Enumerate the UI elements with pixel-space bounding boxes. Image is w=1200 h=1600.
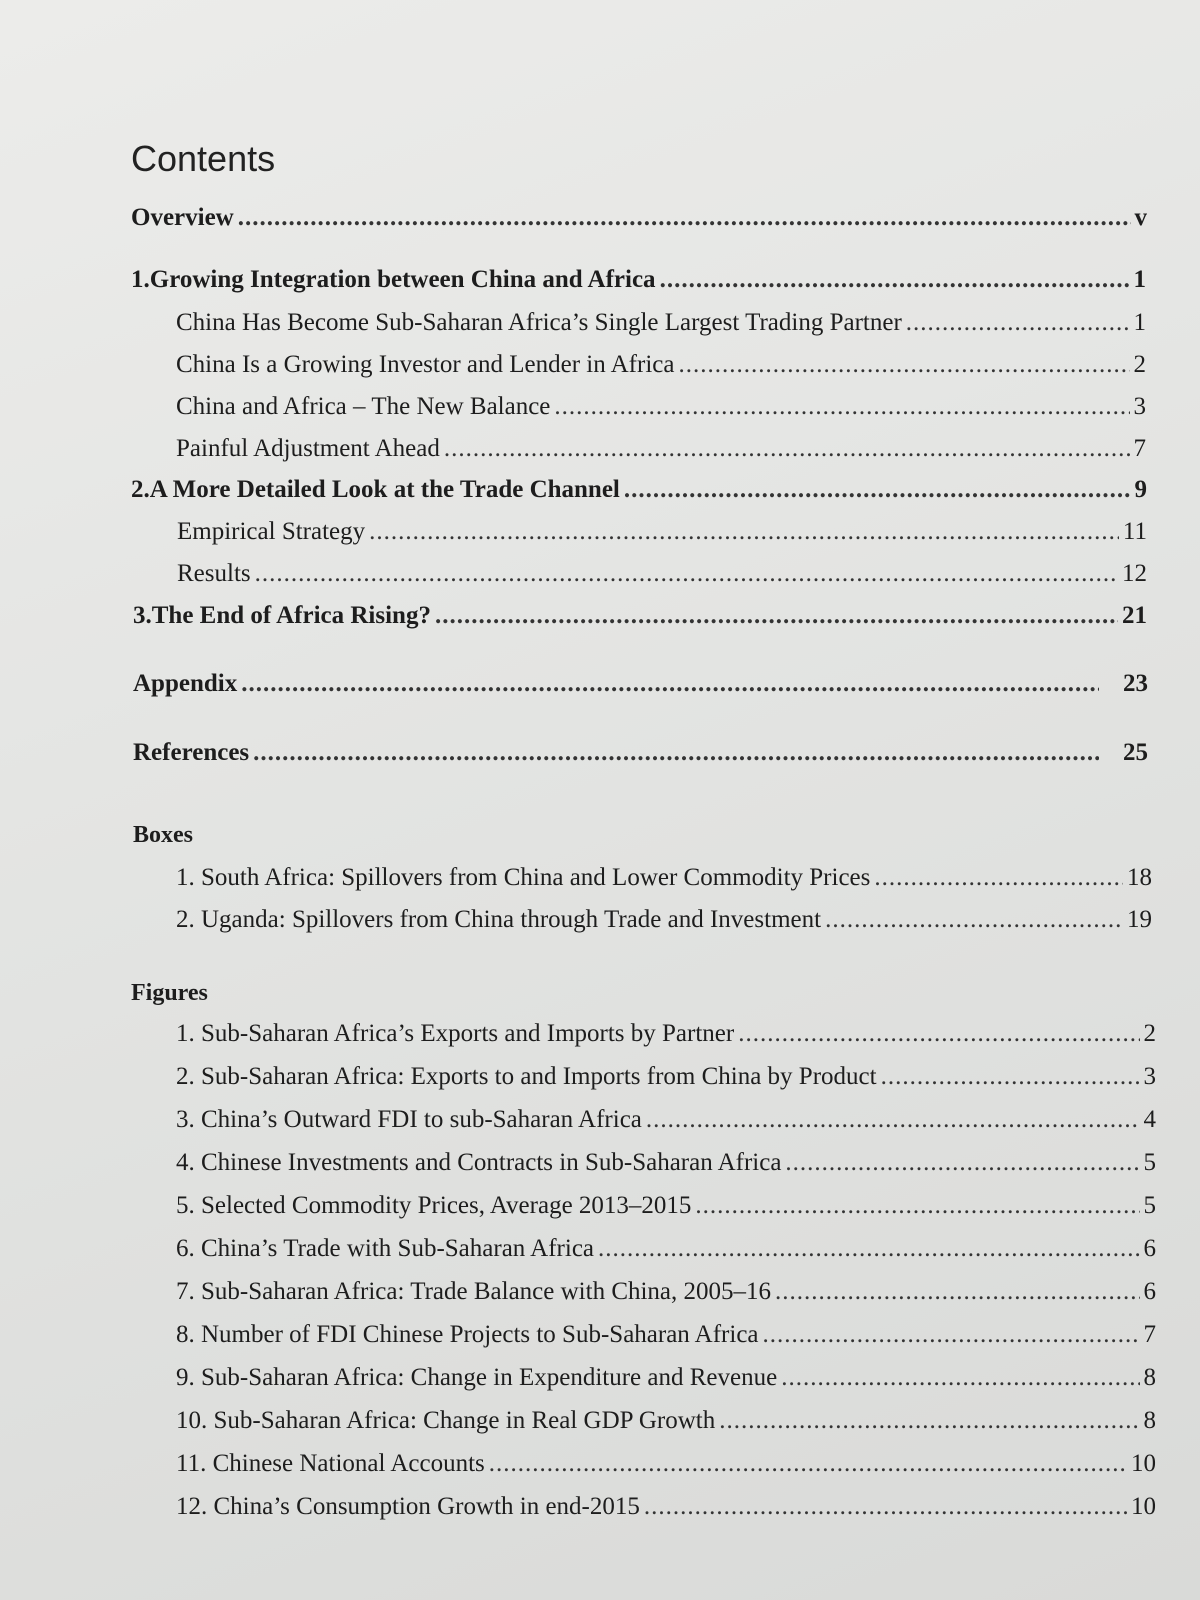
toc-figure-item[interactable] [176, 1407, 1156, 1441]
dot-leader [253, 739, 1099, 767]
figure-page: 6 [1143, 1278, 1156, 1305]
dot-leader [781, 1364, 1139, 1392]
figure-title: 3. China’s Outward FDI to sub-Saharan Africa [176, 1106, 642, 1133]
figure-title: 11. Chinese National Accounts [176, 1450, 485, 1477]
section-title: China Is a Growing Investor and Lender in Africa [176, 351, 675, 378]
section-title: Empirical Strategy [177, 518, 366, 545]
box-page: 18 [1127, 864, 1152, 891]
dot-leader [489, 1450, 1127, 1478]
toc-chapter-3[interactable] [133, 602, 1147, 636]
dot-leader [554, 393, 1129, 421]
figure-page: 8 [1143, 1407, 1156, 1434]
box-page: 19 [1127, 906, 1152, 933]
chapter-number: 2. [131, 476, 150, 503]
dot-leader [678, 351, 1129, 379]
figure-title: 10. Sub-Saharan Africa: Change in Real GDP Growth [176, 1407, 716, 1434]
toc-entry-label: Overview [131, 204, 234, 231]
dot-leader [825, 906, 1123, 934]
figure-page: 3 [1143, 1063, 1156, 1090]
toc-figure-item[interactable] [176, 1106, 1156, 1140]
dot-leader [241, 670, 1099, 698]
figure-title: 12. China’s Consumption Growth in end-2015 [176, 1493, 640, 1520]
toc-entry-page: v [1134, 204, 1147, 231]
figure-page: 5 [1143, 1192, 1156, 1219]
section-page: 7 [1133, 435, 1146, 462]
section-title: Results [177, 560, 251, 587]
dot-leader [738, 1020, 1139, 1048]
dot-leader [660, 266, 1130, 294]
figures-heading: Figures [131, 980, 208, 1006]
toc-figure-item[interactable] [176, 1192, 1156, 1226]
section-title: China and Africa – The New Balance [176, 393, 551, 420]
toc-chapter-1[interactable] [131, 266, 1146, 300]
toc-box-item[interactable] [176, 864, 1152, 898]
toc-entry-page: 23 [1123, 670, 1148, 697]
figure-page: 8 [1143, 1364, 1156, 1391]
toc-figure-item[interactable] [176, 1149, 1156, 1183]
section-page: 12 [1122, 560, 1147, 587]
dot-leader [775, 1278, 1139, 1306]
boxes-heading: Boxes [133, 822, 193, 848]
figure-page: 6 [1143, 1235, 1156, 1262]
toc-section[interactable] [177, 518, 1147, 552]
toc-section[interactable] [176, 309, 1146, 343]
toc-entry-label: Appendix [133, 670, 238, 697]
chapter-title: The End of Africa Rising? [151, 602, 431, 629]
toc-entry-page: 25 [1123, 739, 1148, 766]
figure-title: 7. Sub-Saharan Africa: Trade Balance with China, 2005–16 [176, 1278, 772, 1305]
dot-leader [763, 1321, 1140, 1349]
figure-title: 2. Sub-Saharan Africa: Exports to and Imports from China by Product [176, 1063, 877, 1090]
chapter-page: 21 [1122, 602, 1147, 629]
chapter-title: Growing Integration between China and Africa [149, 266, 656, 293]
chapter-number: 3. [133, 602, 152, 629]
figure-title: 4. Chinese Investments and Contracts in Sub-Saharan Africa [176, 1149, 782, 1176]
toc-figure-item[interactable] [176, 1493, 1156, 1527]
section-page: 11 [1122, 518, 1147, 545]
figure-title: 9. Sub-Saharan Africa: Change in Expenditure and Revenue [176, 1364, 778, 1391]
figure-page: 7 [1143, 1321, 1156, 1348]
figure-page: 10 [1131, 1450, 1156, 1477]
chapter-page: 1 [1133, 266, 1146, 293]
figure-title: 1. Sub-Saharan Africa’s Exports and Imports by Partner [176, 1020, 735, 1047]
dot-leader [785, 1149, 1139, 1177]
dot-leader [719, 1407, 1139, 1435]
section-title: Painful Adjustment Ahead [176, 435, 440, 462]
dot-leader [646, 1106, 1140, 1134]
dot-leader [255, 560, 1118, 588]
figure-title: 8. Number of FDI Chinese Projects to Sub-Saharan Africa [176, 1321, 759, 1348]
dot-leader [874, 864, 1123, 892]
toc-section[interactable] [176, 393, 1146, 427]
toc-section[interactable] [176, 435, 1146, 469]
toc-box-item[interactable] [176, 906, 1152, 940]
figure-page: 10 [1131, 1493, 1156, 1520]
figure-title: 5. Selected Commodity Prices, Average 2013–2015 [176, 1192, 692, 1219]
toc-section[interactable] [176, 351, 1146, 385]
chapter-title: A More Detailed Look at the Trade Channel [149, 476, 620, 503]
toc-figure-item[interactable] [176, 1278, 1156, 1312]
dot-leader [881, 1063, 1140, 1091]
toc-chapter-2[interactable] [131, 476, 1147, 510]
toc-section[interactable] [177, 560, 1147, 594]
toc-figure-item[interactable] [176, 1364, 1156, 1398]
figure-page: 4 [1143, 1106, 1156, 1133]
chapter-page: 9 [1134, 476, 1147, 503]
toc-entry-label: References [133, 739, 250, 766]
toc-figure-item[interactable] [176, 1020, 1156, 1054]
dot-leader [695, 1192, 1139, 1220]
box-title: 2. Uganda: Spillovers from China through Trade and Investment [176, 906, 822, 933]
figure-page: 2 [1143, 1020, 1156, 1047]
section-title: China Has Become Sub-Saharan Africa’s Single Largest Trading Partner [176, 309, 902, 336]
dot-leader [598, 1235, 1139, 1263]
toc-figure-item[interactable] [176, 1450, 1156, 1484]
toc-figure-item[interactable] [176, 1063, 1156, 1097]
dot-leader [435, 602, 1118, 630]
dot-leader [444, 435, 1130, 463]
toc-entry-references[interactable] [133, 739, 1148, 773]
section-page: 2 [1133, 351, 1146, 378]
section-page: 1 [1133, 309, 1146, 336]
toc-entry-appendix[interactable] [133, 670, 1148, 704]
figure-page: 5 [1143, 1149, 1156, 1176]
dot-leader [624, 476, 1131, 504]
dot-leader [644, 1493, 1127, 1521]
dot-leader [369, 518, 1119, 546]
toc-entry-overview[interactable] [131, 204, 1147, 238]
toc-figure-item[interactable] [176, 1321, 1156, 1355]
section-page: 3 [1133, 393, 1146, 420]
page-title: Contents [131, 138, 276, 179]
chapter-number: 1. [131, 266, 150, 293]
box-title: 1. South Africa: Spillovers from China and Lower Commodity Prices [176, 864, 871, 891]
dot-leader [906, 309, 1130, 337]
dot-leader [238, 204, 1131, 232]
figure-title: 6. China’s Trade with Sub-Saharan Africa [176, 1235, 595, 1262]
toc-figure-item[interactable] [176, 1235, 1156, 1269]
